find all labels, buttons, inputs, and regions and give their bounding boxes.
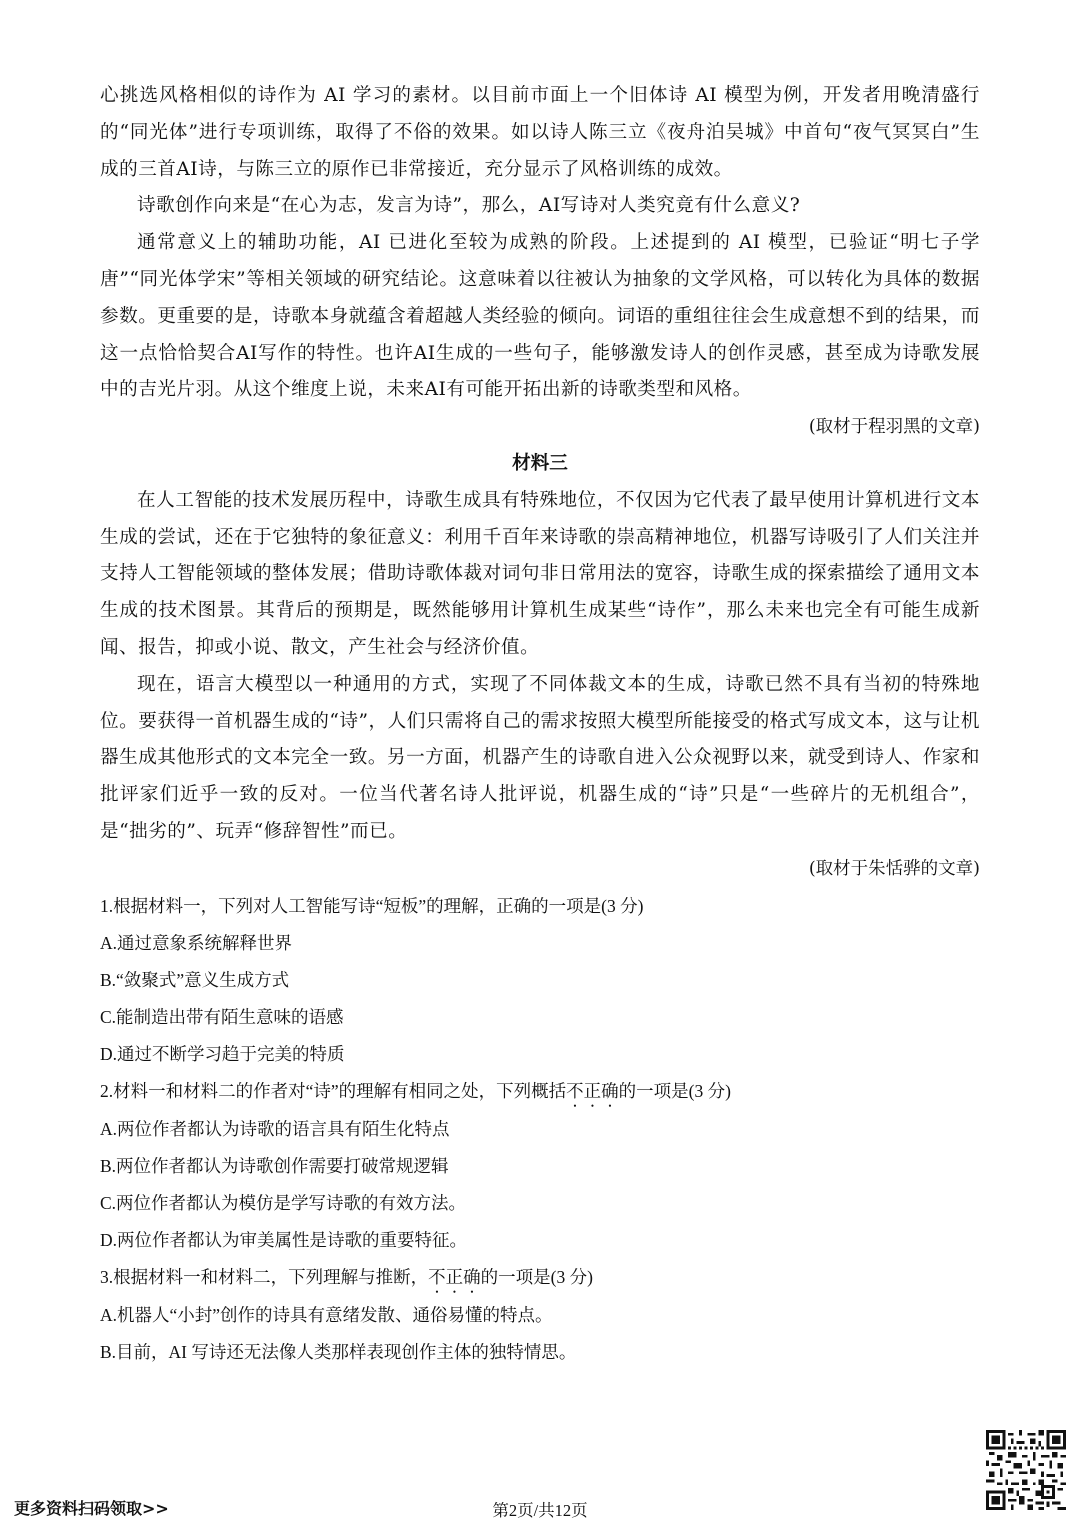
question-2-stem-before: 2.材料一和材料二的作者对“诗”的理解有相同之处，下列概括: [100, 1080, 567, 1101]
question-1: [100, 888, 980, 1073]
paragraph-continued: 心挑选风格相似的诗作为 AI 学习的素材。以目前市面上一个旧体诗 AI 模型为例，开发者用晚清盛行的“同光体”进行专项训练，取得了不俗的效果。如以诗人陈三立《夜舟泊吴城》中首句“夜气冥冥白”生成的三首AI诗，与陈三立的原作已非常接近，充分显示了风格训练的成效。: [100, 85, 980, 180]
question-2-option-c: C.两位作者都认为模仿是学写诗歌的有效方法。: [100, 1192, 467, 1213]
page-number: 第2页/共12页: [492, 1501, 588, 1520]
question-2-stem-after: 的一项是(3 分): [618, 1080, 731, 1101]
question-3-stem-emphasis: 不正确: [428, 1266, 481, 1287]
question-3-option-a: A.机器人“小封”创作的诗具有意绪发散、通俗易懂的特点。: [100, 1304, 553, 1325]
paragraph-material-three-2: 现在，语言大模型以一种通用的方式，实现了不同体裁文本的生成，诗歌已然不具有当初的特殊地位。要获得一首机器生成的“诗”，人们只需将自己的需求按照大模型所能接受的格式写成文本，这与让机器生成其他形式的文本完全一致。另一方面，机器产生的诗歌自进入公众视野以来，就受到诗人、作家和批评家们近乎一致的反对。一位当代著名诗人批评说，机器生成的“诗”只是“一些碎片的无机组合”，是“拙劣的”、玩弄“修辞智性”而已。: [100, 673, 980, 842]
material-three-heading: 材料三: [512, 452, 568, 474]
question-2-option-d: D.两位作者都认为审美属性是诗歌的重要特征。: [100, 1229, 468, 1250]
question-1-option-b: B.“敛聚式”意义生成方式: [100, 969, 290, 990]
question-3-option-b: B.目前，AI 写诗还无法像人类那样表现创作主体的独特情思。: [100, 1341, 577, 1362]
paragraph-auxiliary-function: 通常意义上的辅助功能，AI 已进化至较为成熟的阶段。上述提到的 AI 模型，已验证“明七子学唐”“同光体学宋”等相关领域的研究结论。这意味着以往被认为抽象的文学风格，可以转化为具体的数据参数。更重要的是，诗歌本身就蕴含着超越人类经验的倾向。词语的重组往往会生成意想不到的结果，而这一点恰恰契合AI写作的特性。也许AI生成的一些句子，能够激发诗人的创作灵感，甚至成为诗歌发展中的吉光片羽。从这个维度上说，未来AI有可能开拓出新的诗歌类型和风格。: [100, 232, 980, 401]
question-2: [100, 1073, 980, 1259]
question-1-stem: 1.根据材料一，下列对人工智能写诗“短板”的理解，正确的一项是(3 分): [100, 895, 644, 916]
source-citation-three: (取材于朱恬骅的文章): [808, 858, 980, 879]
question-1-option-d: D.通过不断学习趋于完美的特质: [100, 1043, 345, 1064]
question-1-option-c: C.能制造出带有陌生意味的语感: [100, 1006, 344, 1027]
qr-code-icon[interactable]: [986, 1430, 1066, 1510]
question-2-option-a: A.两位作者都认为诗歌的语言具有陌生化特点: [100, 1118, 450, 1139]
question-2-stem-emphasis: 不正确: [566, 1080, 619, 1101]
question-3-stem-after: 的一项是(3 分): [480, 1266, 593, 1287]
source-citation-two: (取材于程羽黑的文章): [808, 417, 980, 438]
question-3-stem: [100, 1259, 980, 1297]
question-2-option-b: B.两位作者都认为诗歌创作需要打破常规逻辑: [100, 1155, 449, 1176]
paragraph-question-meaning: 诗歌创作向来是“在心为志，发言为诗”，那么，AI写诗对人类究竟有什么意义?: [137, 195, 801, 217]
page-content: [100, 78, 980, 1371]
question-3: [100, 1259, 980, 1371]
paragraph-material-three-1: 在人工智能的技术发展历程中，诗歌生成具有特殊地位，不仅因为它代表了最早使用计算机进行文本生成的尝试，还在于它独特的象征意义：利用千百年来诗歌的崇高精神地位，机器写诗吸引了人们关注并支持人工智能领域的整体发展；借助诗歌体裁对词句非日常用法的宽容，诗歌生成的探索描绘了通用文本生成的技术图景。其背后的预期是，既然能够用计算机生成某些“诗作”，那么未来也完全有可能生成新闻、报告，抑或小说、散文，产生社会与经济价值。: [100, 489, 980, 658]
question-3-stem-before: 3.根据材料一和材料二，下列理解与推断，: [100, 1266, 429, 1287]
more-resources-link[interactable]: 更多资料扫码领取>>: [14, 1499, 169, 1518]
question-2-stem: [100, 1073, 980, 1111]
question-1-option-a: A.通过意象系统解释世界: [100, 932, 293, 953]
